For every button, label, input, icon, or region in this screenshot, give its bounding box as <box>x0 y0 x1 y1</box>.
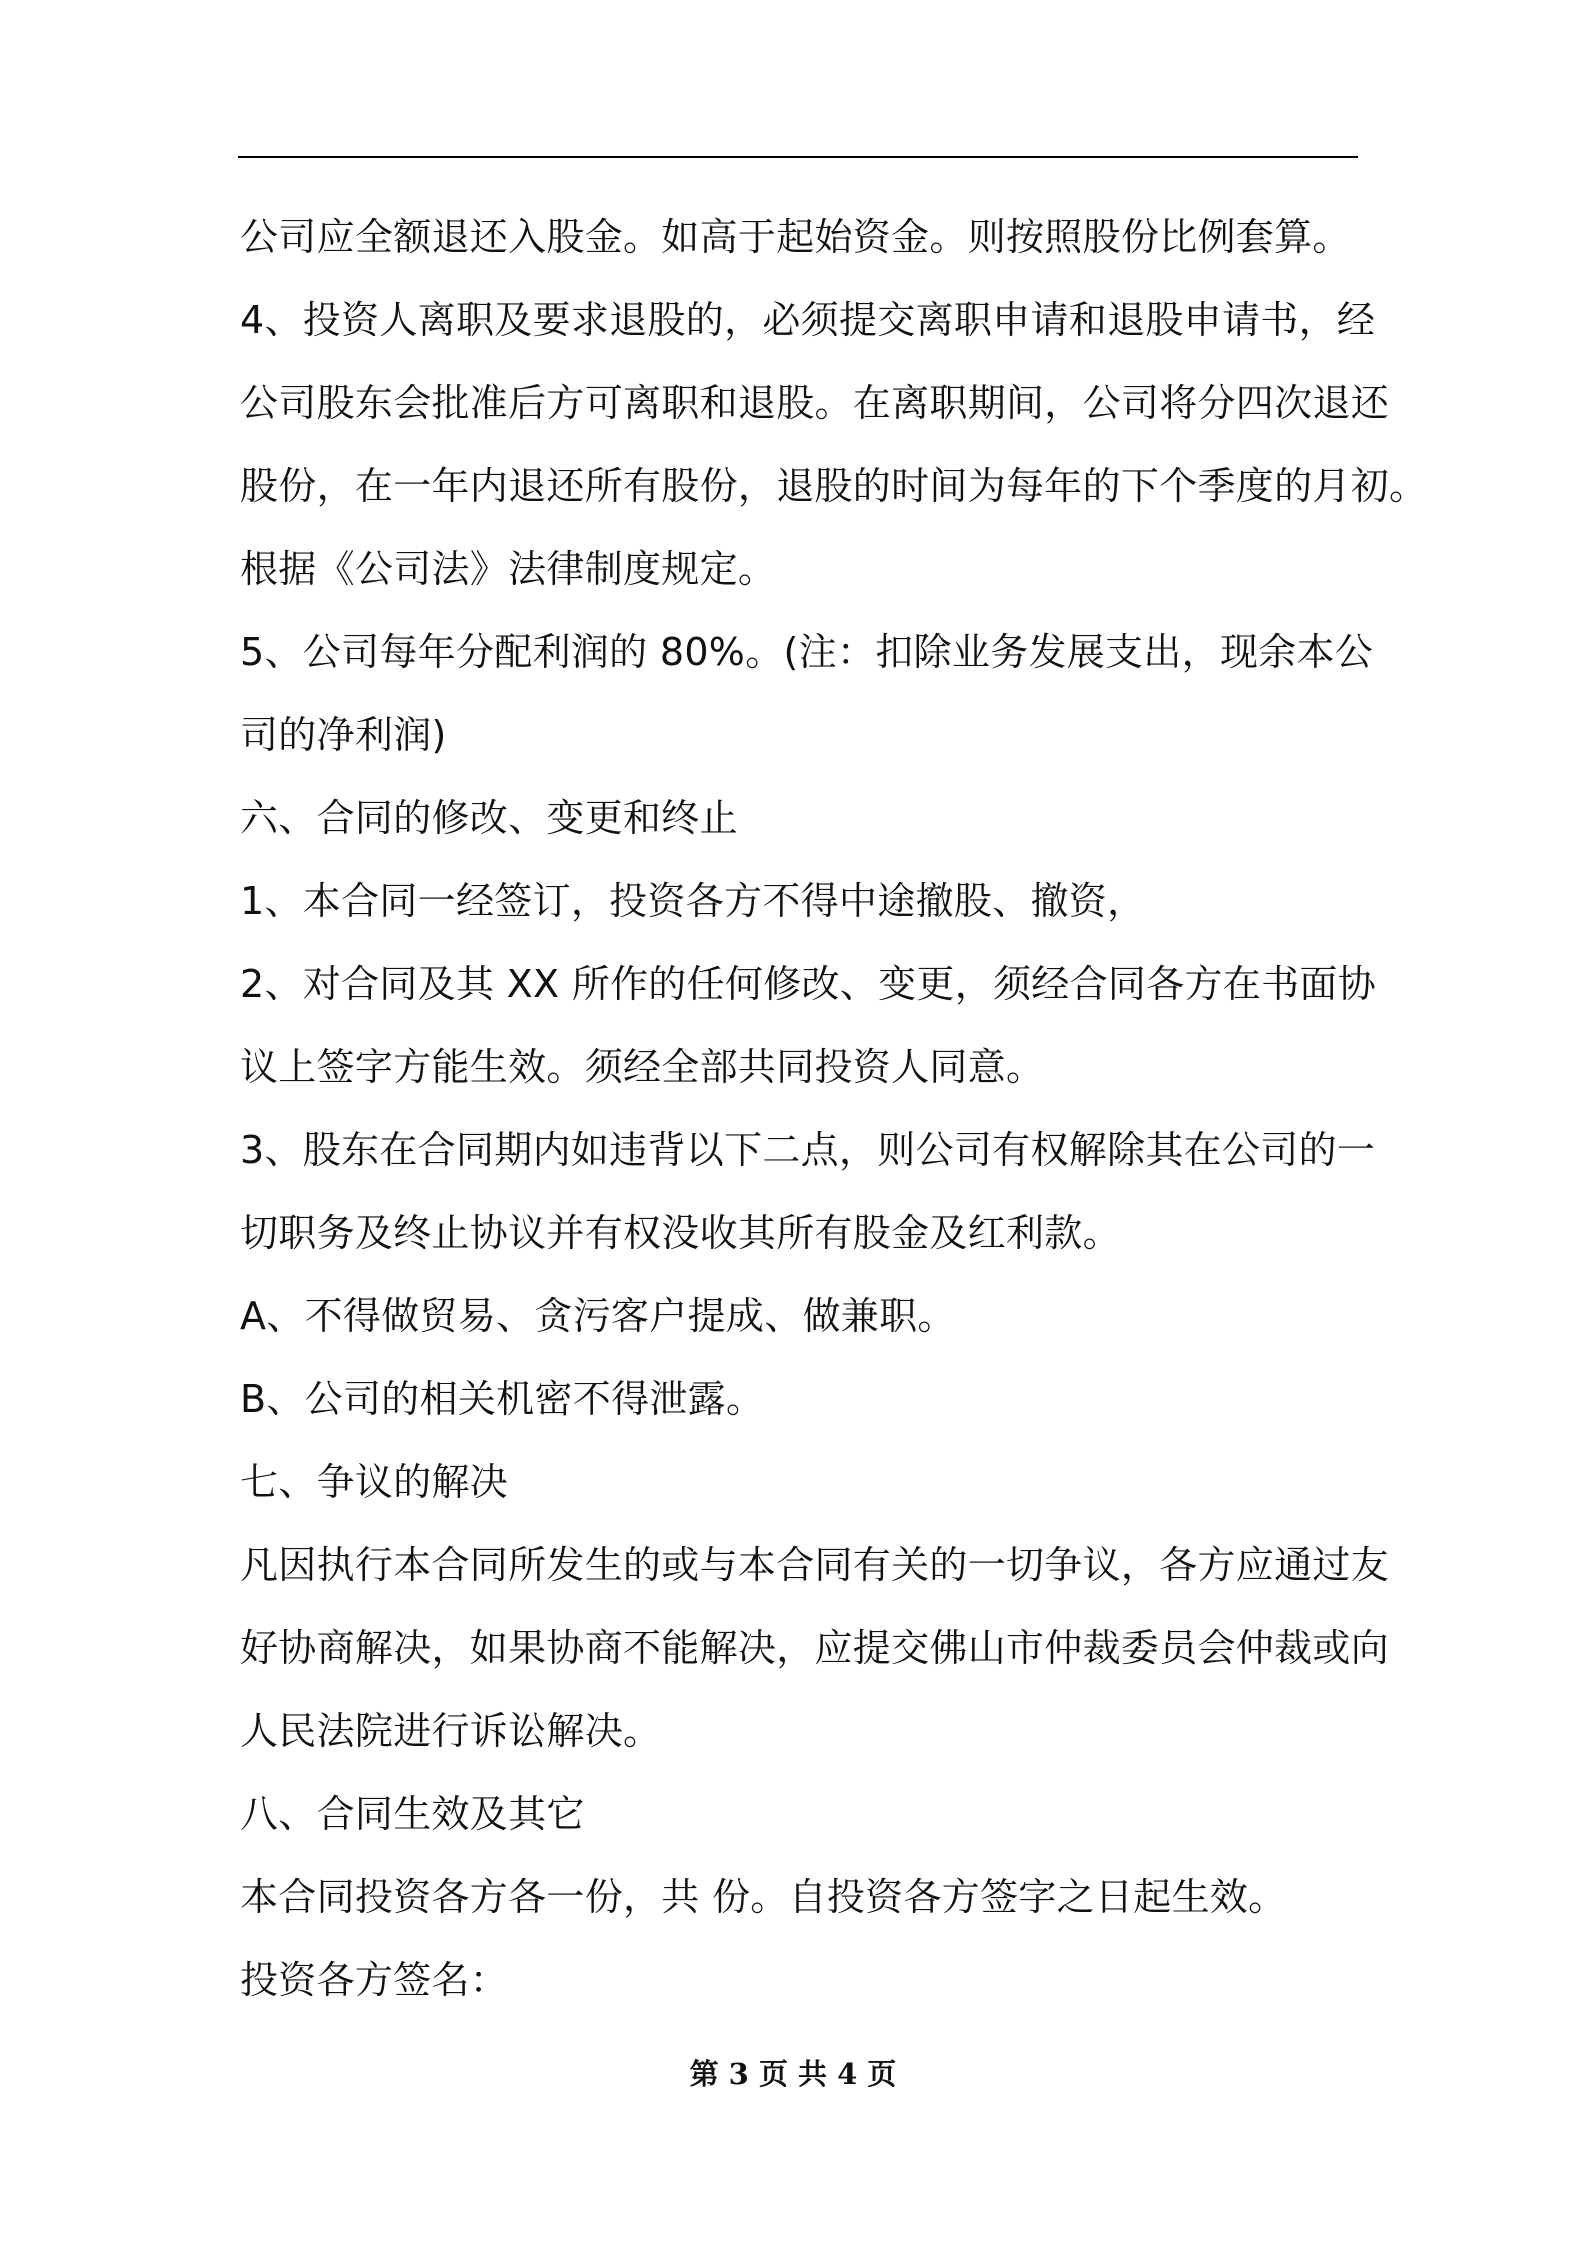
section-heading: 八、合同生效及其它 <box>240 1792 585 1836</box>
text-line: 切职务及终止协议并有权没收其所有股金及红利款。 <box>240 1211 1121 1255</box>
header-rule <box>238 156 1358 158</box>
signature-label: 投资各方签名： <box>240 1958 509 2002</box>
text-line: 司的净利润) <box>240 713 447 757</box>
text-line: 1、本合同一经签订，投资各方不得中途撤股、撤资， <box>240 879 1146 923</box>
section-heading: 七、争议的解决 <box>240 1460 509 1504</box>
text-line: 根据《公司法》法律制度规定。 <box>240 547 777 591</box>
text-line: 4、投资人离职及要求退股的，必须提交离职申请和退股申请书，经 <box>240 298 1376 342</box>
text-line: 议上签字方能生效。须经全部共同投资人同意。 <box>240 1045 1045 1089</box>
text-line: 3、股东在合同期内如违背以下二点，则公司有权解除其在公司的一 <box>240 1128 1376 1172</box>
text-line: 人民法院进行诉讼解决。 <box>240 1709 662 1753</box>
text-line: 好协商解决，如果协商不能解决，应提交佛山市仲裁委员会仲裁或向 <box>240 1626 1390 1670</box>
text-line: 本合同投资各方各一份，共 份。自投资各方签字之日起生效。 <box>240 1875 1287 1919</box>
page-number: 第 3 页 共 4 页 <box>689 2057 897 2091</box>
text-line: 公司股东会批准后方可离职和退股。在离职期间，公司将分四次退还 <box>240 381 1390 425</box>
text-line: 公司应全额退还入股金。如高于起始资金。则按照股份比例套算。 <box>240 215 1351 259</box>
document-body <box>240 196 1428 2022</box>
section-heading: 六、合同的修改、变更和终止 <box>240 796 738 840</box>
text-line: B、公司的相关机密不得泄露。 <box>240 1377 765 1421</box>
text-line: A、不得做贸易、贪污客户提成、做兼职。 <box>240 1294 956 1338</box>
text-line: 股份，在一年内退还所有股份，退股的时间为每年的下个季度的月初。 <box>240 464 1428 508</box>
text-line: 5、公司每年分配利润的 80%。(注：扣除业务发展支出，现余本公 <box>240 630 1374 674</box>
text-line: 2、对合同及其 XX 所作的任何修改、变更，须经合同各方在书面协 <box>240 962 1377 1006</box>
text-line: 凡因执行本合同所发生的或与本合同有关的一切争议，各方应通过友 <box>240 1543 1390 1587</box>
